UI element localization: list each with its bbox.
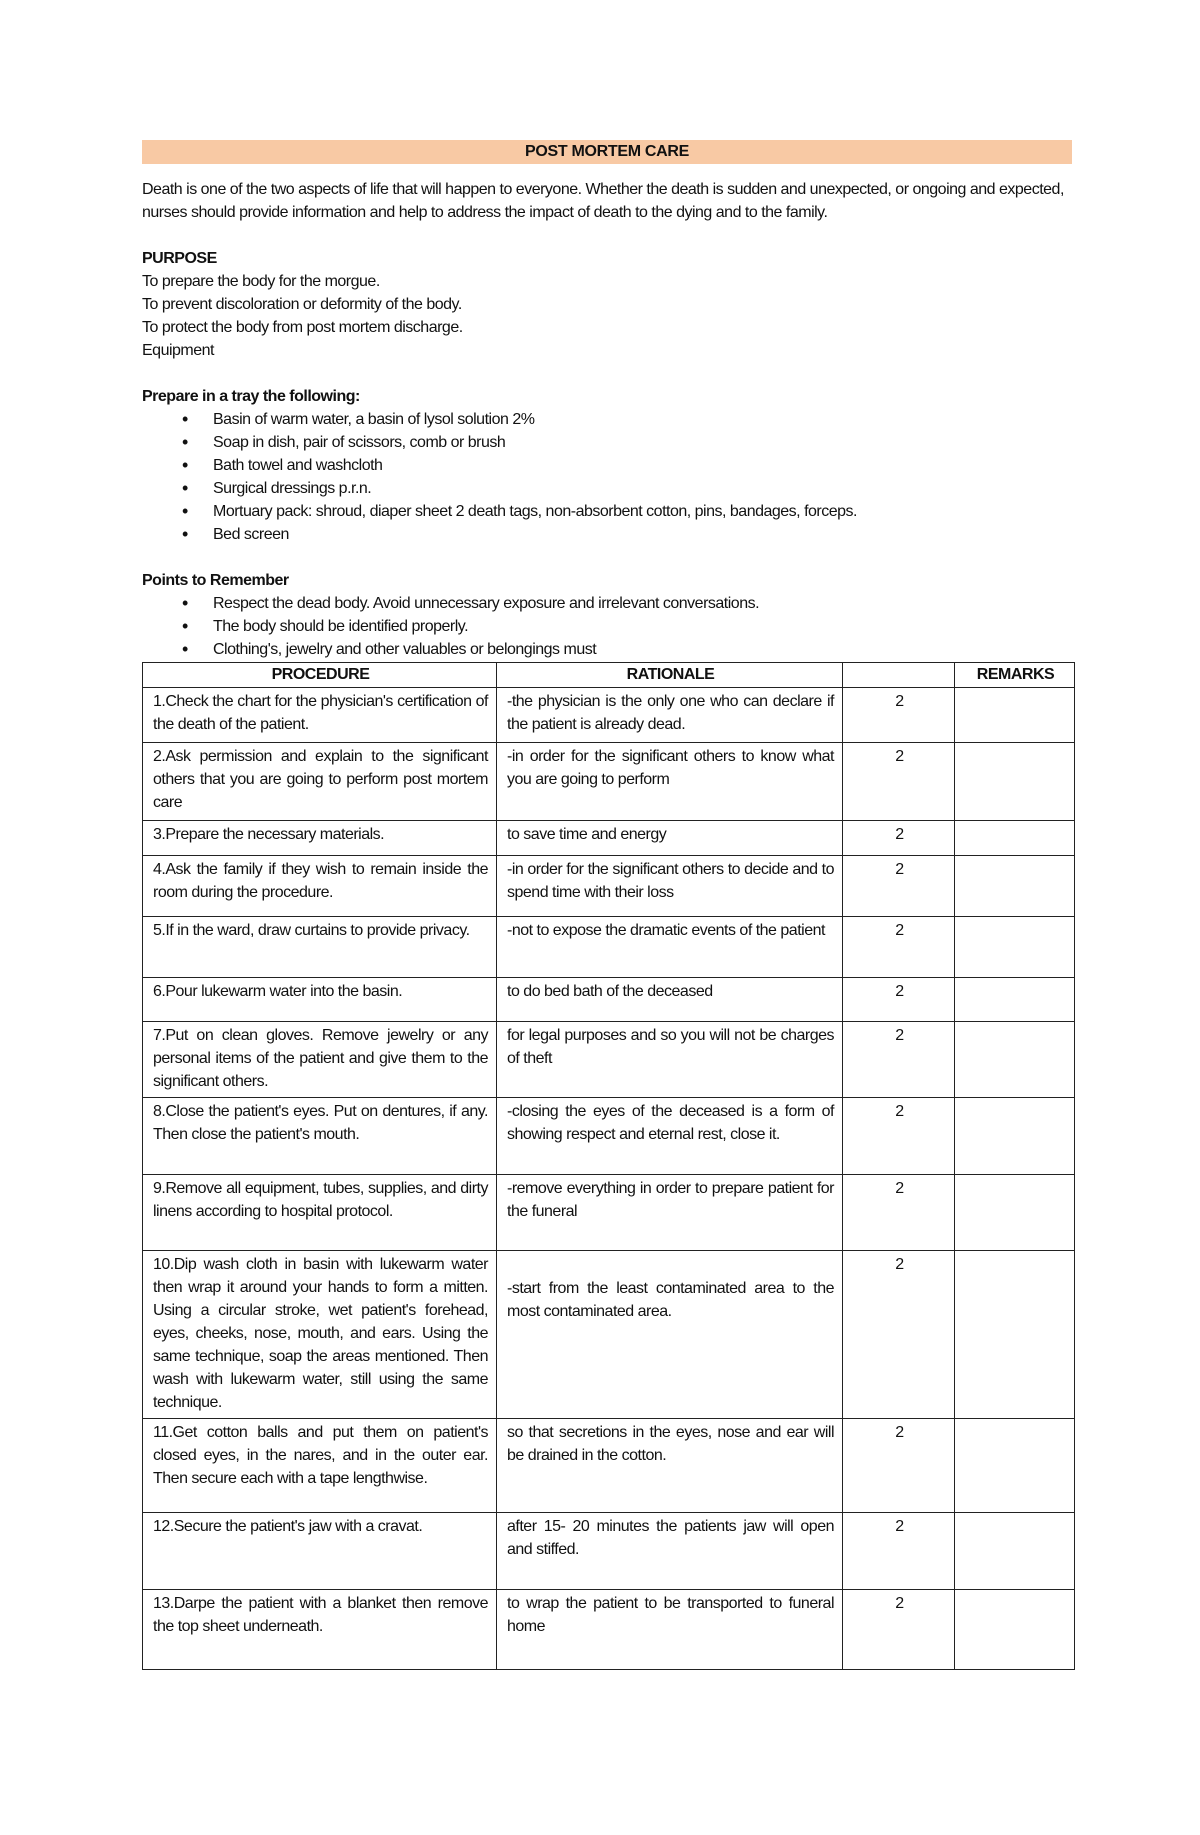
procedure-cell: 4.Ask the family if they wish to remain inside the room during the procedure. [143,856,497,917]
rationale-cell: to save time and energy [497,821,843,856]
table-row [143,1251,1075,1419]
rationale-cell: -in order for the significant others to know what you are going to perform [497,743,843,821]
score-cell: 2 [843,1022,955,1098]
procedure-table [142,662,1075,1670]
purpose-heading: PURPOSE [142,250,217,267]
table-row [143,1175,1075,1251]
list-item: • Bed screen [182,523,1072,546]
procedure-cell: 10.Dip wash cloth in basin with lukewarm water then wrap it around your hands to form a mitten. Using a circular stroke, wet patient's forehead, eyes, cheeks, nose, mouth, and ears. Using the same technique, soap the areas mentioned. Then wash with lukewarm water, still using the same technique. [143,1251,497,1419]
table-row [143,917,1075,978]
list-item: • Basin of warm water, a basin of lysol solution 2% [182,408,1072,431]
rationale-cell: after 15- 20 minutes the patients jaw will open and stiffed. [497,1513,843,1590]
document-body [142,140,1072,661]
purpose-line: To prepare the body for the morgue. [142,273,380,290]
rationale-cell: to wrap the patient to be transported to funeral home [497,1590,843,1670]
document-title: POST MORTEM CARE [142,140,1072,164]
procedure-cell: 5.If in the ward, draw curtains to provide privacy. [143,917,497,978]
table-row [143,743,1075,821]
remarks-cell [955,1175,1075,1251]
table-row [143,688,1075,743]
procedure-cell: 2.Ask permission and explain to the significant others that you are going to perform post mortem care [143,743,497,821]
score-cell: 2 [843,856,955,917]
header-rationale: RATIONALE [497,663,843,688]
list-item: • Bath towel and washcloth [182,454,1072,477]
list-item: • The body should be identified properly. [182,615,1072,638]
table-row [143,821,1075,856]
score-cell: 2 [843,1590,955,1670]
list-item: • Mortuary pack: shroud, diaper sheet 2 death tags, non-absorbent cotton, pins, bandages, forceps. [182,500,1072,523]
purpose-line: To protect the body from post mortem discharge. [142,319,463,336]
equipment-label: Equipment [142,342,214,359]
procedure-cell: 12.Secure the patient's jaw with a cravat. [143,1513,497,1590]
list-item: • Surgical dressings p.r.n. [182,477,1072,500]
table-header-row [143,663,1075,688]
score-cell: 2 [843,1419,955,1513]
procedure-cell: 9.Remove all equipment, tubes, supplies, and dirty linens according to hospital protocol. [143,1175,497,1251]
prepare-heading: Prepare in a tray the following: [142,388,360,405]
score-cell: 2 [843,978,955,1022]
table-row [143,1513,1075,1590]
points-heading: Points to Remember [142,572,289,589]
table-row [143,978,1075,1022]
remarks-cell [955,978,1075,1022]
score-cell: 2 [843,821,955,856]
score-cell: 2 [843,1175,955,1251]
procedure-cell: 3.Prepare the necessary materials. [143,821,497,856]
table-row [143,1419,1075,1513]
rationale-cell: -remove everything in order to prepare patient for the funeral [497,1175,843,1251]
header-procedure: PROCEDURE [143,663,497,688]
intro-paragraph: Death is one of the two aspects of life that will happen to everyone. Whether the death is sudden and unexpected, or ongoing and expected, nurses should provide information and help to address the impact of death to the dying and to the family. [142,181,1064,221]
rationale-cell: -not to expose the dramatic events of the patient [497,917,843,978]
rationale-cell: to do bed bath of the deceased [497,978,843,1022]
remarks-cell [955,688,1075,743]
procedure-cell: 6.Pour lukewarm water into the basin. [143,978,497,1022]
points-list [142,592,1072,661]
score-cell: 2 [843,1513,955,1590]
table-row [143,1590,1075,1670]
remarks-cell [955,1098,1075,1175]
score-cell: 2 [843,1251,955,1419]
table-row [143,1098,1075,1175]
score-cell: 2 [843,917,955,978]
list-item: • Respect the dead body. Avoid unnecessary exposure and irrelevant conversations. [182,592,1072,615]
score-cell: 2 [843,688,955,743]
header-remarks: REMARKS [955,663,1075,688]
score-cell: 2 [843,1098,955,1175]
procedure-cell: 1.Check the chart for the physician's certification of the death of the patient. [143,688,497,743]
procedure-cell: 8.Close the patient's eyes. Put on dentures, if any. Then close the patient's mouth. [143,1098,497,1175]
purpose-line: To prevent discoloration or deformity of the body. [142,296,462,313]
table-row [143,1022,1075,1098]
remarks-cell [955,1513,1075,1590]
rationale-cell: for legal purposes and so you will not be charges of theft [497,1022,843,1098]
remarks-cell [955,917,1075,978]
table-row [143,856,1075,917]
rationale-cell: -closing the eyes of the deceased is a form of showing respect and eternal rest, close it. [497,1098,843,1175]
rationale-cell: -in order for the significant others to decide and to spend time with their loss [497,856,843,917]
rationale-cell: -start from the least contaminated area to the most contaminated area. [497,1251,843,1419]
prepare-list [142,408,1072,546]
remarks-cell [955,856,1075,917]
remarks-cell [955,1022,1075,1098]
list-item: • Clothing's, jewelry and other valuables or belongings must [182,638,1072,661]
remarks-cell [955,821,1075,856]
procedure-cell: 7.Put on clean gloves. Remove jewelry or any personal items of the patient and give them to the significant others. [143,1022,497,1098]
list-item: • Soap in dish, pair of scissors, comb or brush [182,431,1072,454]
header-score [843,663,955,688]
procedure-cell: 11.Get cotton balls and put them on patient's closed eyes, in the nares, and in the outer ear. Then secure each with a tape lengthwise. [143,1419,497,1513]
remarks-cell [955,1419,1075,1513]
remarks-cell [955,743,1075,821]
rationale-cell: so that secretions in the eyes, nose and ear will be drained in the cotton. [497,1419,843,1513]
score-cell: 2 [843,743,955,821]
procedure-cell: 13.Darpe the patient with a blanket then remove the top sheet underneath. [143,1590,497,1670]
remarks-cell [955,1251,1075,1419]
rationale-cell: -the physician is the only one who can declare if the patient is already dead. [497,688,843,743]
remarks-cell [955,1590,1075,1670]
